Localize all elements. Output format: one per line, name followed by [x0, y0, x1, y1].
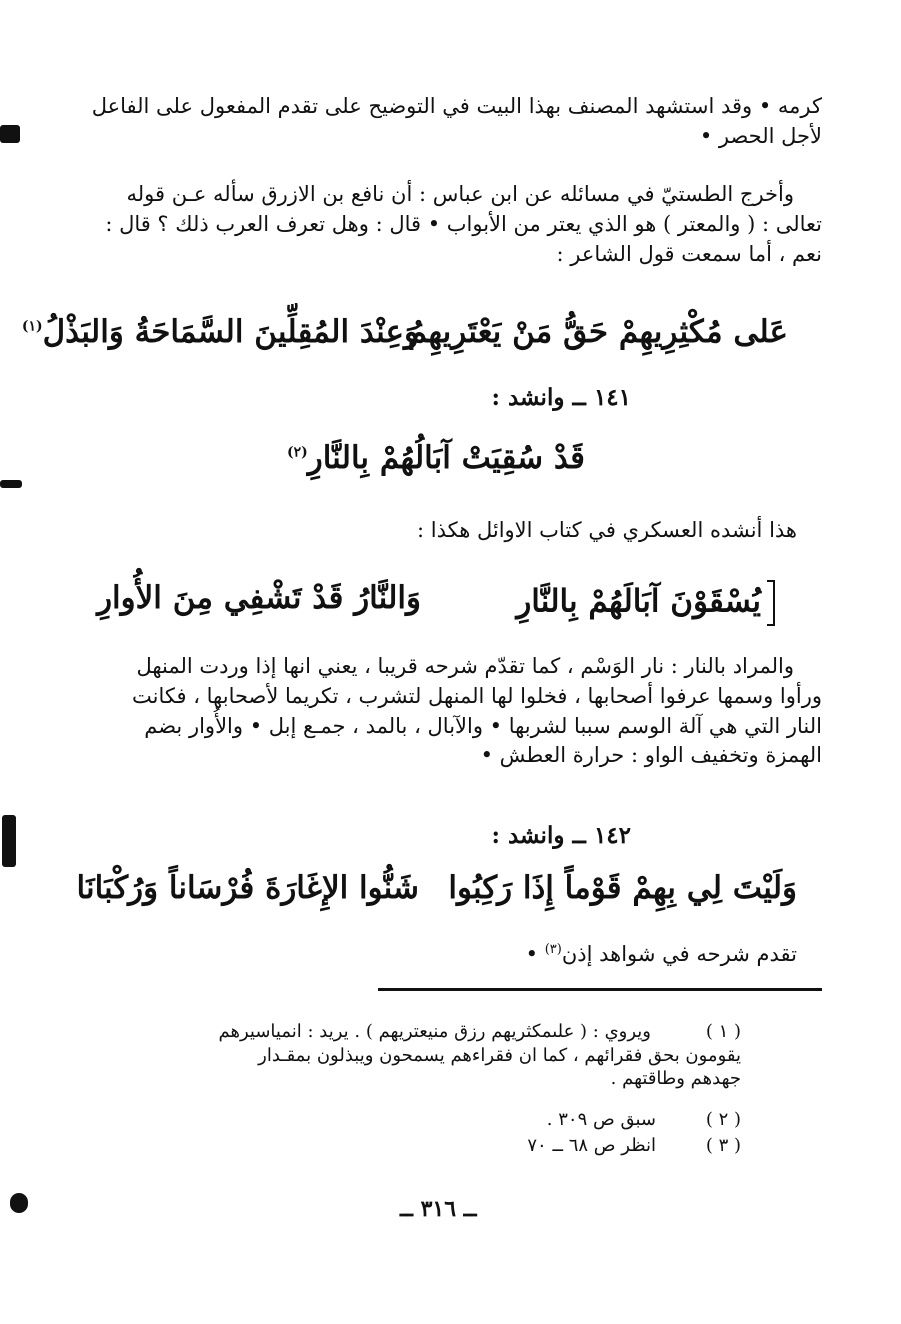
verse-1-hemistich-1-text: عَلى مُكْثِرِيهِمْ حَقُّ مَنْ يَعْتَرِيهِمُ	[407, 314, 788, 350]
paragraph-1-line-2: لأجل الحصر •	[699, 123, 822, 148]
heading-142-text: ١٤٢ ــ وانشد :	[491, 822, 631, 849]
footnote-1-body	[74, 1020, 651, 1043]
verse-4-hemistich-2-text: شَنُّوا الإِغَارَةَ فُرْسَاناً وَرُكْبَانَا	[76, 870, 419, 906]
footnote-3-text: انظر ص ٦٨ ــ ٧٠	[527, 1135, 656, 1156]
verse-1-hemistich-1	[408, 314, 788, 350]
footnote-mark-2: (٢)	[286, 444, 308, 461]
footnote-2-text: سبق ص ٣٠٩ .	[546, 1109, 656, 1130]
footnote-1-line-3: جهدهم وطاقتهم .	[610, 1068, 741, 1090]
footnote-3-number	[706, 1134, 741, 1157]
footnote-3-number-text: ( ٣ )	[705, 1135, 741, 1156]
verse-2-text: قَدْ سُقِيَتْ آبَالُهُمْ بِالنَّارِ	[307, 440, 585, 476]
paragraph-1	[74, 92, 822, 152]
paragraph-2	[74, 180, 822, 269]
footnote-2-body	[547, 1108, 656, 1131]
page-number	[400, 1196, 477, 1222]
verse-3-hemistich-2	[97, 580, 421, 616]
verse-2	[287, 440, 585, 476]
footnote-mark-1: (١)	[21, 318, 43, 335]
verse-4-hemistich-1-text: وَلَيْتَ لِي بِهِمْ قَوْماً إِذَا رَكِبُوا	[448, 870, 797, 906]
paragraph-4-line-2: ورأوا وسمها عرفوا أصحابها ، فخلوا لها المنهل لتشرب ، تكريما لأصحابها ، فكانت	[132, 683, 822, 708]
scan-blot	[0, 125, 20, 143]
verse-3-hemistich-1	[516, 580, 775, 626]
footnote-2-number	[706, 1108, 741, 1131]
footnote-1-line-2: يقومون بحق فقرائهم ، كما ان فقراءهم يسمحون ويبذلون بمقـدار	[258, 1045, 741, 1066]
footnote-separator	[378, 988, 822, 991]
paragraph-2-line-1: وأخرج الطستيّ في مسائله عن ابن عباس : أن نافع بن الازرق سأله عـن قوله	[126, 182, 794, 206]
verse-1-hemistich-2	[22, 314, 419, 350]
paragraph-2-line-2: تعالى : ( والمعتر ) هو الذي يعتر من الأبواب • قال : وهل تعرف العرب ذلك ؟ قال :	[105, 211, 822, 236]
verse-3-hemistich-1-text: يُسْقَوْنَ آبَالَهُمْ بِالنَّارِ	[516, 583, 761, 620]
paragraph-4	[74, 652, 822, 771]
paragraph-5-end: •	[525, 942, 545, 966]
scan-blot	[2, 815, 16, 867]
scan-blot	[0, 480, 22, 488]
footnote-1-continuation	[74, 1044, 741, 1091]
paragraph-5	[526, 940, 797, 970]
verse-4-hemistich-1	[448, 870, 797, 906]
paragraph-4-line-4: الهمزة وتخفيف الواو : حرارة العطش •	[480, 743, 822, 768]
page-number-text: ــ ٣١٦ ــ	[400, 1196, 477, 1222]
footnote-1-number	[706, 1020, 741, 1043]
paragraph-2-line-3: نعم ، أما سمعت قول الشاعر :	[556, 241, 822, 266]
footnote-mark-3: (٣)	[544, 942, 562, 957]
paragraph-3-text: هذا أنشده العسكري في كتاب الاوائل هكذا :	[417, 518, 797, 542]
footnote-1-number-text: ( ١ )	[705, 1021, 741, 1042]
bracket-mark	[767, 580, 775, 626]
heading-142	[491, 822, 631, 849]
footnote-2-number-text: ( ٢ )	[705, 1109, 741, 1130]
paragraph-3	[417, 516, 797, 546]
scan-blot	[10, 1193, 28, 1213]
footnote-1-line-1: ويروي : ( علىمكثريهم رزق منيعتريهم ) . يريد : انمياسيرهم	[218, 1021, 651, 1042]
paragraph-4-line-1: والمراد بالنار : نار الوَسْم ، كما تقدّم شرحه قريبا ، يعني انها إذا وردت المنهل	[136, 654, 794, 678]
verse-3-hemistich-2-text: وَالنَّارُ قَدْ تَشْفِي مِنَ الأُوارِ	[97, 580, 421, 616]
verse-4-hemistich-2	[77, 870, 419, 906]
heading-141-text: ١٤١ ــ وانشد :	[491, 384, 631, 411]
paragraph-5-text: تقدم شرحه في شواهد إذن	[561, 942, 797, 966]
verse-1-hemistich-2-text: وَعِنْدَ المُقِلِّينَ السَّمَاحَةُ وَالبَذْلُ	[42, 314, 419, 350]
paragraph-4-line-3: النار التي هي آلة الوسم سببا لشربها • والآبال ، بالمد ، جمـع إبل • والأُوار بضم	[144, 713, 822, 738]
paragraph-1-line-1: كرمه • وقد استشهد المصنف بهذا البيت في التوضيح على تقدم المفعول على الفاعل	[91, 94, 822, 118]
heading-141	[491, 384, 631, 411]
footnote-3-body	[527, 1134, 656, 1157]
